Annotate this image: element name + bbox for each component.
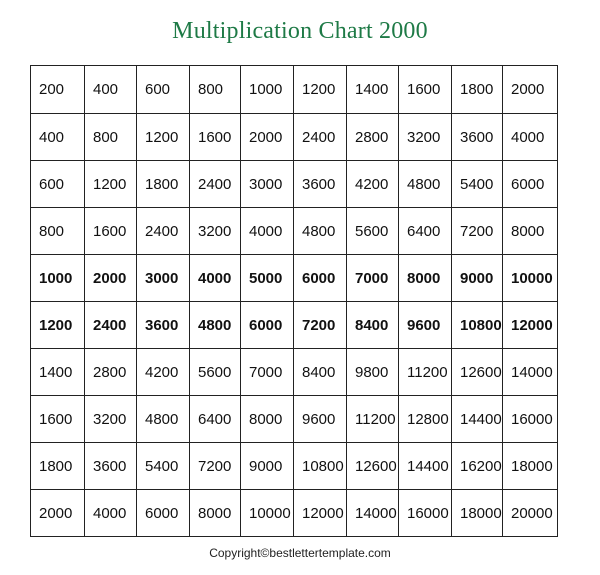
table-cell: 6000 xyxy=(241,302,294,349)
table-cell: 4800 xyxy=(137,396,190,443)
table-cell: 8400 xyxy=(294,349,347,396)
table-cell: 18000 xyxy=(503,443,558,490)
page-title: Multiplication Chart 2000 xyxy=(172,18,428,44)
table-cell: 5600 xyxy=(347,208,399,255)
table-cell: 11200 xyxy=(347,396,399,443)
table-cell: 5400 xyxy=(137,443,190,490)
table-cell: 1800 xyxy=(137,161,190,208)
table-row xyxy=(31,255,558,302)
table-cell: 1200 xyxy=(31,302,85,349)
table-cell: 3600 xyxy=(85,443,137,490)
table-cell: 7200 xyxy=(294,302,347,349)
table-row xyxy=(31,302,558,349)
table-cell: 600 xyxy=(137,66,190,114)
table-cell: 1400 xyxy=(31,349,85,396)
table-cell: 1800 xyxy=(31,443,85,490)
table-cell: 800 xyxy=(190,66,241,114)
table-cell: 16200 xyxy=(452,443,503,490)
table-cell: 1200 xyxy=(137,114,190,161)
table-cell: 4000 xyxy=(85,490,137,537)
table-cell: 1800 xyxy=(452,66,503,114)
table-cell: 1000 xyxy=(31,255,85,302)
table-row xyxy=(31,66,558,114)
table-cell: 2000 xyxy=(241,114,294,161)
table-cell: 2000 xyxy=(85,255,137,302)
table-cell: 2800 xyxy=(347,114,399,161)
table-cell: 2800 xyxy=(85,349,137,396)
table-cell: 14000 xyxy=(347,490,399,537)
table-cell: 9000 xyxy=(452,255,503,302)
table-cell: 200 xyxy=(31,66,85,114)
table-cell: 7200 xyxy=(190,443,241,490)
table-cell: 14400 xyxy=(399,443,452,490)
table-cell: 600 xyxy=(31,161,85,208)
table-cell: 12000 xyxy=(503,302,558,349)
table-cell: 16000 xyxy=(399,490,452,537)
table-cell: 1200 xyxy=(85,161,137,208)
table-row xyxy=(31,161,558,208)
table-cell: 1600 xyxy=(190,114,241,161)
table-cell: 3600 xyxy=(294,161,347,208)
table-row xyxy=(31,208,558,255)
table-cell: 9800 xyxy=(347,349,399,396)
table-cell: 4800 xyxy=(399,161,452,208)
table-cell: 10800 xyxy=(452,302,503,349)
table-cell: 12600 xyxy=(452,349,503,396)
table-cell: 7000 xyxy=(241,349,294,396)
table-cell: 2400 xyxy=(294,114,347,161)
table-cell: 4800 xyxy=(190,302,241,349)
table-cell: 11200 xyxy=(399,349,452,396)
table-cell: 5000 xyxy=(241,255,294,302)
table-cell: 5600 xyxy=(190,349,241,396)
table-cell: 14400 xyxy=(452,396,503,443)
table-cell: 2000 xyxy=(31,490,85,537)
table-cell: 3200 xyxy=(85,396,137,443)
table-row xyxy=(31,114,558,161)
table-cell: 8000 xyxy=(241,396,294,443)
table-cell: 2400 xyxy=(85,302,137,349)
table-cell: 1600 xyxy=(31,396,85,443)
table-cell: 6400 xyxy=(190,396,241,443)
table-row xyxy=(31,396,558,443)
table-cell: 6000 xyxy=(503,161,558,208)
table-cell: 6400 xyxy=(399,208,452,255)
table-cell: 10000 xyxy=(503,255,558,302)
table-row xyxy=(31,349,558,396)
table-cell: 10000 xyxy=(241,490,294,537)
table-cell: 9600 xyxy=(294,396,347,443)
multiplication-table xyxy=(30,65,558,537)
table-cell: 4800 xyxy=(294,208,347,255)
table-cell: 2400 xyxy=(190,161,241,208)
table-body xyxy=(31,66,558,537)
table-cell: 1600 xyxy=(399,66,452,114)
table-cell: 400 xyxy=(85,66,137,114)
table-cell: 8000 xyxy=(503,208,558,255)
table-cell: 2000 xyxy=(503,66,558,114)
table-cell: 6000 xyxy=(137,490,190,537)
table-cell: 3000 xyxy=(241,161,294,208)
table-cell: 9000 xyxy=(241,443,294,490)
table-cell: 5400 xyxy=(452,161,503,208)
table-cell: 12600 xyxy=(347,443,399,490)
table-cell: 1400 xyxy=(347,66,399,114)
table-cell: 16000 xyxy=(503,396,558,443)
table-cell: 4200 xyxy=(137,349,190,396)
table-cell: 20000 xyxy=(503,490,558,537)
table-cell: 8400 xyxy=(347,302,399,349)
table-cell: 14000 xyxy=(503,349,558,396)
table-row xyxy=(31,443,558,490)
table-cell: 7000 xyxy=(347,255,399,302)
table-cell: 4200 xyxy=(347,161,399,208)
table-cell: 3000 xyxy=(137,255,190,302)
table-cell: 8000 xyxy=(190,490,241,537)
table-cell: 3600 xyxy=(452,114,503,161)
table-cell: 4000 xyxy=(190,255,241,302)
table-cell: 8000 xyxy=(399,255,452,302)
table-cell: 10800 xyxy=(294,443,347,490)
copyright-footer: Copyright©bestlettertemplate.com xyxy=(209,546,391,560)
table-cell: 6000 xyxy=(294,255,347,302)
table-cell: 1600 xyxy=(85,208,137,255)
table-cell: 1200 xyxy=(294,66,347,114)
table-cell: 4000 xyxy=(241,208,294,255)
table-row xyxy=(31,490,558,537)
table-cell: 400 xyxy=(31,114,85,161)
table-cell: 3200 xyxy=(190,208,241,255)
table-cell: 12800 xyxy=(399,396,452,443)
table-cell: 7200 xyxy=(452,208,503,255)
table-cell: 1000 xyxy=(241,66,294,114)
table-cell: 3200 xyxy=(399,114,452,161)
table-cell: 9600 xyxy=(399,302,452,349)
table-cell: 4000 xyxy=(503,114,558,161)
table-cell: 12000 xyxy=(294,490,347,537)
table-cell: 800 xyxy=(85,114,137,161)
table-cell: 800 xyxy=(31,208,85,255)
table-cell: 18000 xyxy=(452,490,503,537)
table-cell: 3600 xyxy=(137,302,190,349)
table-cell: 2400 xyxy=(137,208,190,255)
